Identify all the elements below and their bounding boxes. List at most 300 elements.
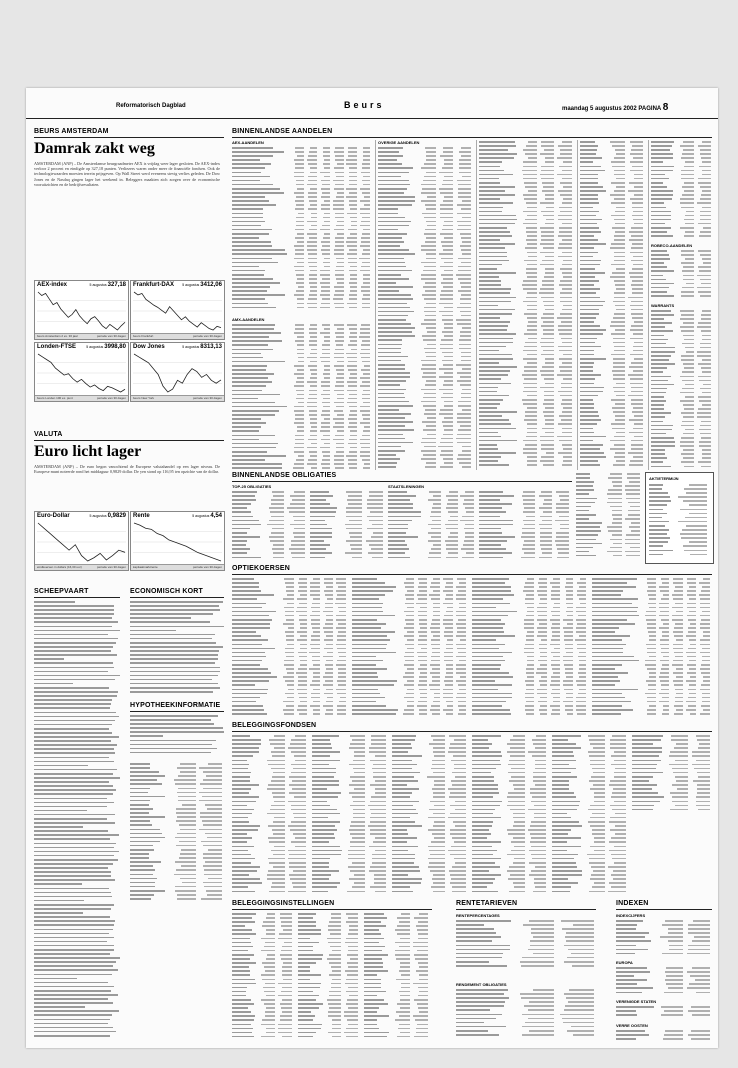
table-cell-value [439,253,453,255]
table-cell-name [232,648,275,650]
table-cell-value [321,381,330,383]
table-cell-name [312,866,329,868]
table-cell-name [580,194,598,196]
table-cell-name [592,652,623,654]
table-row [552,869,628,873]
chart-date: 5 augustus [89,514,108,518]
table-cell-value [527,292,537,294]
table-cell-value [614,350,625,352]
table-cell-value [285,693,294,695]
table-cell-value [406,693,413,695]
table-cell-value [594,801,605,803]
table-cell-name [552,809,577,811]
table-cell-value [273,854,285,856]
table-row [232,207,372,211]
table-cell-value [335,467,343,469]
text-line-fill [34,863,113,865]
beleggingsfondsen-table-2 [312,734,388,894]
table-row [651,148,713,152]
table-cell-value [445,598,453,600]
table-cell-value [590,805,605,807]
table-cell-value [325,603,333,605]
table-cell-value [201,898,222,900]
economisch-kort-text [130,600,224,696]
table-cell-name [232,689,268,691]
table-cell-value [433,578,440,580]
table-cell-value [440,233,453,235]
table-row [479,148,574,152]
table-cell-value [422,376,435,378]
table-cell-value [324,443,331,445]
table-cell-value [448,552,458,554]
table-cell-value [541,639,547,641]
table-cell-name [378,364,405,366]
table-cell-value [540,252,554,254]
table-cell-value [311,213,318,215]
table-cell-value [539,586,546,588]
table-row [232,434,372,438]
table-cell-value [288,801,306,803]
table-cell-value [348,463,357,465]
chart-value-label [182,344,222,350]
text-line-fill [34,720,115,722]
table-row [232,179,372,183]
table-cell-name [232,755,253,757]
table-cell-value [418,611,427,613]
table-cell-value [350,833,365,835]
table-cell-value [419,709,427,711]
table-row [632,738,712,742]
table-cell-value [348,258,356,260]
table-cell-value [289,874,306,876]
table-cell-value [686,680,696,682]
table-cell-name [479,292,510,294]
table-cell-value [269,862,285,864]
table-cell-value [445,540,457,542]
table-cell-value [465,532,474,534]
table-cell-value [405,586,414,588]
table-cell-name [232,942,251,944]
table-cell-value [594,850,605,852]
table-cell-value [297,430,304,432]
table-row [352,577,468,581]
table-cell-value [523,403,537,405]
table-cell-value [446,664,453,666]
table-row [580,193,645,197]
table-cell-name [592,672,628,674]
table-cell-value [349,184,356,186]
table-cell-value [463,544,474,546]
table-cell-value [348,917,358,919]
text-line-fill [130,654,218,656]
table-cell-value [507,854,525,856]
table-cell-value [334,294,344,296]
table-cell-value [447,503,457,505]
table-cell-value [558,145,572,147]
table-cell-value [661,684,670,686]
table-cell-value [335,213,344,215]
table-cell-value [367,516,383,518]
table-cell-name [479,415,502,417]
text-line-fill [130,679,212,681]
table-row [580,255,645,259]
text-line-fill [34,888,109,890]
table-cell-value [426,155,435,157]
text-line-fill [34,892,111,894]
table-cell-value [673,644,683,646]
table-cell-value [460,303,470,305]
table-cell-value [634,321,643,323]
table-cell-name [378,294,411,296]
table-cell-value [433,544,441,546]
table-cell-value [541,548,551,550]
table-row [312,795,388,799]
table-cell-value [558,325,572,327]
text-line [34,993,120,997]
table-cell-value [346,540,362,542]
table-cell-name [651,227,671,229]
table-cell-name [472,644,505,646]
table-cell-name [310,507,337,509]
table-cell-name [479,149,508,151]
table-cell-value [362,340,370,342]
text-line-fill [34,785,113,787]
table-row [378,449,473,453]
table-cell-value [524,507,535,509]
table-cell-value [334,253,344,255]
table-cell-value [429,684,439,686]
table-cell-value [524,552,535,554]
table-cell-value [684,367,694,369]
table-cell-value [460,331,470,333]
table-cell-value [351,225,357,227]
beleggingsinstellingen-table-1 [232,912,294,1042]
table-cell-name [580,174,598,176]
table-cell-value [353,768,365,770]
table-cell-value [272,792,285,794]
table-cell-name [310,524,327,526]
table-row [392,881,468,885]
table-cell-name [232,1003,254,1005]
table-cell-value [450,813,466,815]
table-row [472,700,588,704]
warrants-table [651,309,713,469]
table-cell-value [323,676,333,678]
table-cell-value [297,639,307,641]
table-cell-name [388,544,407,546]
table-cell-value [349,298,356,300]
table-cell-value [174,874,196,876]
table-cell-name [352,713,396,715]
table-cell-value [267,874,285,876]
table-cell-value [614,170,625,172]
table-cell-value [565,705,573,707]
table-cell-value [350,805,365,807]
table-cell-value [180,829,195,831]
table-row [649,524,709,528]
table-cell-value [459,167,471,169]
table-row [352,622,468,626]
table-cell-value [594,841,605,843]
table-cell-name [232,983,256,985]
chart-value: 327,18 [107,282,126,288]
chart-date: 5 augustus [182,283,201,287]
table-row [232,175,372,179]
table-cell-value [594,882,605,884]
text-line [34,747,120,751]
table-cell-value [291,809,306,811]
table-cell-value [699,400,711,402]
table-cell-name [580,436,606,438]
table-cell-name [592,635,630,637]
table-cell-value [631,325,643,327]
table-cell-value [274,846,285,848]
table-cell-name [472,796,493,798]
table-cell-value [349,294,357,296]
table-cell-value [616,460,625,462]
table-row [378,322,473,326]
table-cell-name [312,751,340,753]
table-cell-name [651,182,663,184]
table-cell-value [457,578,466,580]
table-cell-name [479,444,497,446]
table-cell-value [431,598,439,600]
table-cell-value [423,372,436,374]
table-cell-value [524,419,537,421]
table-row [632,771,712,775]
table-cell-value [328,929,341,931]
table-row [472,869,548,873]
table-cell-value [684,182,694,184]
table-cell-value [288,850,306,852]
table-cell-value [553,672,560,674]
table-cell-value [676,693,683,695]
optiekoersen-heading: OPTIEKOERSEN [232,565,291,572]
table-cell-value [337,639,346,641]
table-cell-value [432,619,440,621]
table-cell-value [703,635,710,637]
table-cell-value [325,607,333,609]
table-cell-name [232,336,269,338]
beleggingsinstellingen-table-2 [298,912,360,1042]
table-row [592,634,712,638]
staatsleningen-table-2 [479,490,571,562]
table-row [651,261,713,265]
table-cell-name [479,223,515,225]
table-row [592,638,712,642]
table-cell-name [472,891,498,893]
table-cell-value [700,433,711,435]
table-row [651,206,713,210]
table-cell-value [333,298,343,300]
table-cell-value [307,249,318,251]
table-row [232,865,308,869]
table-cell-name [479,366,517,368]
table-cell-value [370,760,386,762]
table-row [378,306,473,310]
table-row [378,359,473,363]
table-cell-value [539,292,554,294]
table-row [552,750,628,754]
table-cell-value [540,652,547,654]
table-cell-value [675,776,688,778]
table-cell-value [608,498,622,500]
table-cell-value [609,841,626,843]
table-cell-value [562,399,572,401]
text-line [34,682,120,686]
table-row [472,712,588,716]
table-cell-value [701,705,710,707]
table-row [479,160,574,164]
table-cell-name [472,833,491,835]
table-cell-name [552,788,569,790]
table-row [651,436,713,440]
table-cell-name [580,149,597,151]
table-cell-name [130,874,153,876]
aex-aandelen-table [232,146,372,314]
table-row [388,519,476,523]
table-cell-value [535,768,546,770]
table-cell-value [634,342,643,344]
table-cell-value [366,540,383,542]
table-row [580,283,645,287]
table-cell-value [362,233,370,235]
table-cell-value [523,383,537,385]
table-cell-value [610,247,625,249]
table-cell-value [686,525,707,527]
table-cell-name [298,917,313,919]
table-cell-value [362,167,370,169]
table-cell-value [346,455,357,457]
table-cell-name [378,327,415,329]
table-cell-value [352,837,365,839]
table-row [472,750,548,754]
table-cell-name [232,776,250,778]
table-row [576,538,642,542]
table-cell-value [559,440,572,442]
table-cell-value [700,603,710,605]
text-line-fill [130,715,218,717]
table-cell-name [552,796,576,798]
table-row [352,712,468,716]
table-cell-value [349,422,357,424]
table-cell-value [632,292,643,294]
table-cell-value [313,713,319,715]
text-line-fill [130,634,215,636]
text-line [34,895,120,899]
text-line-fill [34,822,115,824]
table-cell-value [423,270,436,272]
table-cell-name [130,771,159,773]
table-row [232,519,307,523]
table-cell-name [388,540,405,542]
table-row [378,347,473,351]
table-row [580,296,645,300]
table-cell-name [472,837,487,839]
table-cell-value [284,578,293,580]
table-cell-value [672,796,688,798]
table-cell-name [232,233,269,235]
table-cell-value [200,783,222,785]
table-row [651,253,713,257]
table-cell-value [539,495,552,497]
table-cell-value [533,772,546,774]
table-row [392,836,468,840]
table-cell-value [310,147,317,149]
table-cell-name [352,639,390,641]
table-row [479,402,574,406]
table-cell-name [392,825,422,827]
table-cell-value [407,701,413,703]
table-cell-value [528,829,546,831]
table-cell-value [545,268,555,270]
table-row [352,589,468,593]
table-cell-value [423,339,436,341]
table-cell-value [346,507,363,509]
table-cell-value [628,297,643,299]
table-row [232,450,372,454]
table-cell-value [647,648,656,650]
table-cell-name [479,440,517,442]
table-cell-name [632,755,659,757]
text-line-fill [130,605,219,607]
table-cell-value [371,536,383,538]
table-cell-name [232,369,266,371]
table-row [352,626,468,630]
table-row [479,324,574,328]
table-cell-name [232,837,252,839]
table-cell-value [360,422,370,424]
table-cell-name [232,451,267,453]
table-cell-value [432,878,445,880]
table-cell-value [293,516,305,518]
table-row [130,864,224,868]
table-cell-value [527,664,533,666]
table-row [232,389,372,393]
table-cell-value [321,361,330,363]
table-cell-name [580,354,594,356]
table-cell-value [320,447,330,449]
table-cell-value [307,233,317,235]
table-cell-name [651,466,671,468]
table-cell-value [296,459,304,461]
scheepvaart-heading: SCHEEPVAART [34,588,89,595]
table-cell-value [690,554,707,556]
table-row [552,808,628,812]
table-row [651,346,713,350]
table-cell-value [426,303,436,305]
text-line-fill [130,630,176,632]
table-row [580,410,645,414]
table-cell-name [592,582,627,584]
table-row [352,618,468,622]
table-cell-value [450,833,466,835]
table-cell-value [336,447,343,449]
table-cell-value [322,184,330,186]
text-line [34,735,120,739]
table-row [378,265,473,269]
table-cell-value [294,410,304,412]
table-cell-value [697,416,711,418]
table-row [472,849,548,853]
table-cell-value [297,377,304,379]
table-cell-name [232,713,267,715]
table-cell-value [289,548,305,550]
text-line-fill [34,896,112,898]
table-row [580,451,645,455]
table-cell-value [563,656,573,658]
text-line-fill [34,675,120,677]
